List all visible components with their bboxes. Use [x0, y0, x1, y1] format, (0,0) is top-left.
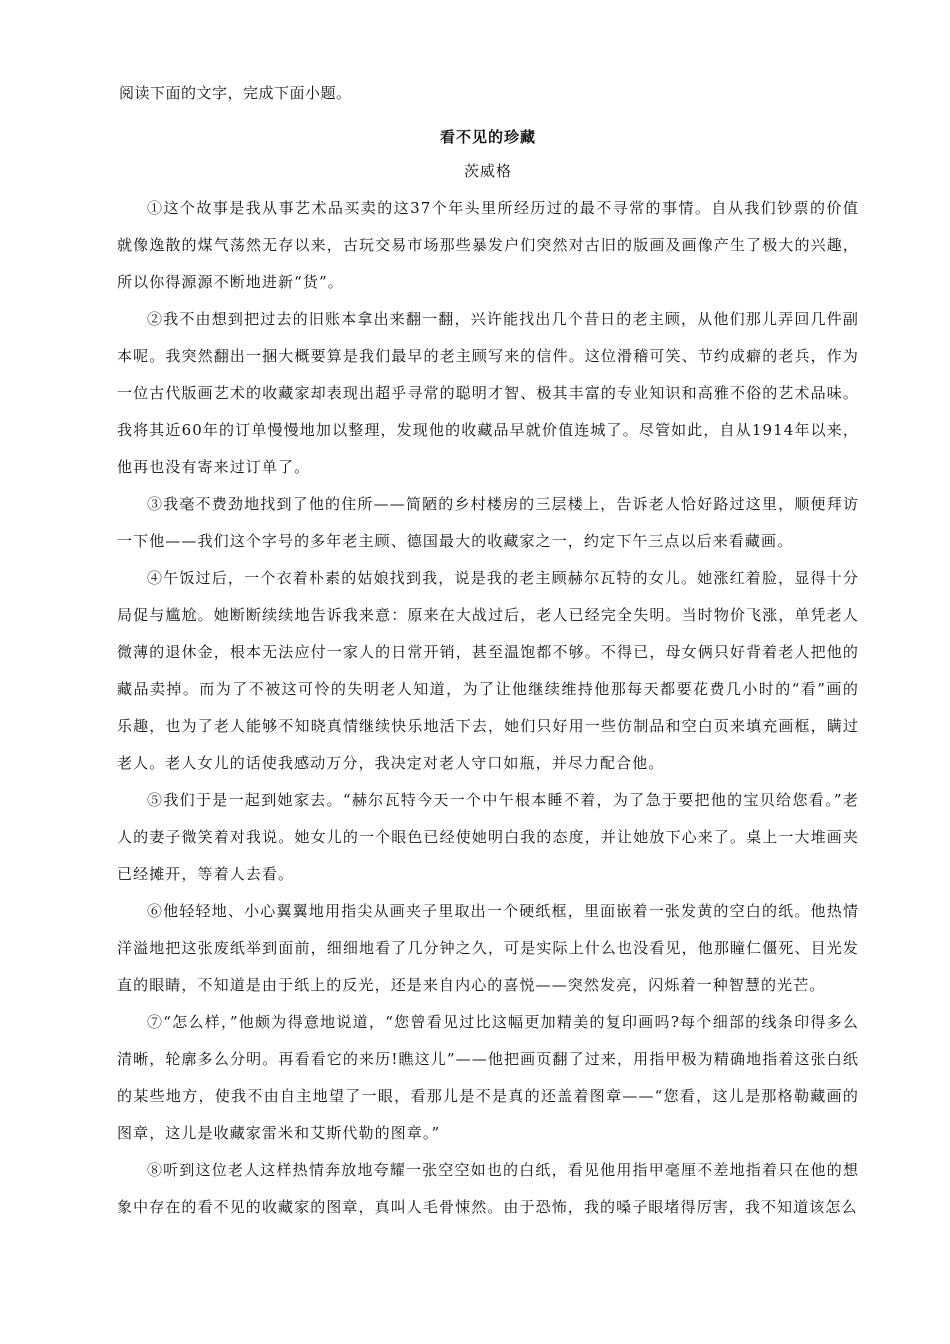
paragraph-2: ②我不由想到把过去的旧账本拿出来翻一翻，兴许能找出几个昔日的老主顾，从他们那儿弄回几件副本呢。我突然翻出一捆大概要算是我们最早的老主顾写来的信件。这位滑稽可笑、节约成癖的老兵，作为一位古代版画艺术的收藏家却表现出超乎寻常的聪明才智、极其丰富的专业知识和高雅不俗的艺术品味。我将其近60年的订单慢慢地加以整理，发现他的收藏品早就价值连城了。尽管如此，自从1914年以来，他再也没有寄来过订单了。	[117, 310, 859, 476]
paragraph-7: ⑦“怎么样，”他颇为得意地说道，“您曾看见过比这幅更加精美的复印画吗?每个细部的线条印得多么清晰，轮廓多么分明。再看看它的来历!瞧这儿”——他把画页翻了过来，用指甲极为精确地指着这张白纸的某些地方，使我不由自主地望了一眼，看那儿是不是真的还盖着图章——“您看，这儿是那格勒藏画的图章，这儿是收藏家雷米和艾斯代勒的图章。”	[117, 1013, 859, 1142]
article-author: 茨威格	[463, 162, 512, 180]
reading-instruction: 阅读下面的文字，完成下面小题。	[119, 84, 352, 102]
paragraph-3: ③我毫不费劲地找到了他的住所——简陋的乡村楼房的三层楼上，告诉老人恰好路过这里，顺便拜访一下他——我们这个字号的多年老主顾、德国最大的收藏家之一，约定下午三点以后来看藏画。	[117, 495, 859, 550]
paragraph-8: ⑧听到这位老人这样热情奔放地夸耀一张空空如也的白纸，看见他用指甲毫厘不差地指着只在他的想象中存在的看不见的收藏家的图章，真叫人毛骨悚然。由于恐怖，我的嗓子眼堵得厉害，我不知道该怎么	[117, 1161, 859, 1216]
paragraph-5: ⑤我们于是一起到她家去。“赫尔瓦特今天一个中午根本睡不着，为了急于要把他的宝贝给您看。”老人的妻子微笑着对我说。她女儿的一个眼色已经使她明白我的态度，并让她放下心来了。桌上一大堆画夹已经摊开，等着人去看。	[117, 791, 859, 883]
paragraph-6: ⑥他轻轻地、小心翼翼地用指尖从画夹子里取出一个硬纸框，里面嵌着一张发黄的空白的纸。他热情洋溢地把这张废纸举到面前，细细地看了几分钟之久，可是实际上什么也没看见，他那瞳仁僵死、目光发直的眼睛，不知道是由于纸上的反光，还是来自内心的喜悦——突然发亮，闪烁着一种智慧的光芒。	[117, 902, 859, 994]
article-title: 看不见的珍藏	[439, 128, 536, 146]
paragraph-1: ①这个故事是我从事艺术品买卖的这37个年头里所经历过的最不寻常的事情。自从我们钞票的价值就像逸散的煤气荡然无存以来，古玩交易市场那些暴发户们突然对古旧的版画及画像产生了极大的兴趣，所以你得源源不断地进新“货”。	[117, 199, 859, 291]
paragraph-4: ④午饭过后，一个衣着朴素的姑娘找到我，说是我的老主顾赫尔瓦特的女儿。她涨红着脸，显得十分局促与尴尬。她断断续续地告诉我来意：原来在大战过后，老人已经完全失明。当时物价飞涨，单凭老人微薄的退休金，根本无法应付一家人的日常开销，甚至温饱都不够。不得已，母女俩只好背着老人把他的藏品卖掉。而为了不被这可怜的失明老人知道，为了让他继续维持他那每天都要花费几小时的“看”画的乐趣，也为了老人能够不知晓真情继续快乐地活下去，她们只好用一些仿制品和空白页来填充画框，瞒过老人。老人女儿的话使我感动万分，我决定对老人守口如瓶，并尽力配合他。	[117, 569, 859, 772]
